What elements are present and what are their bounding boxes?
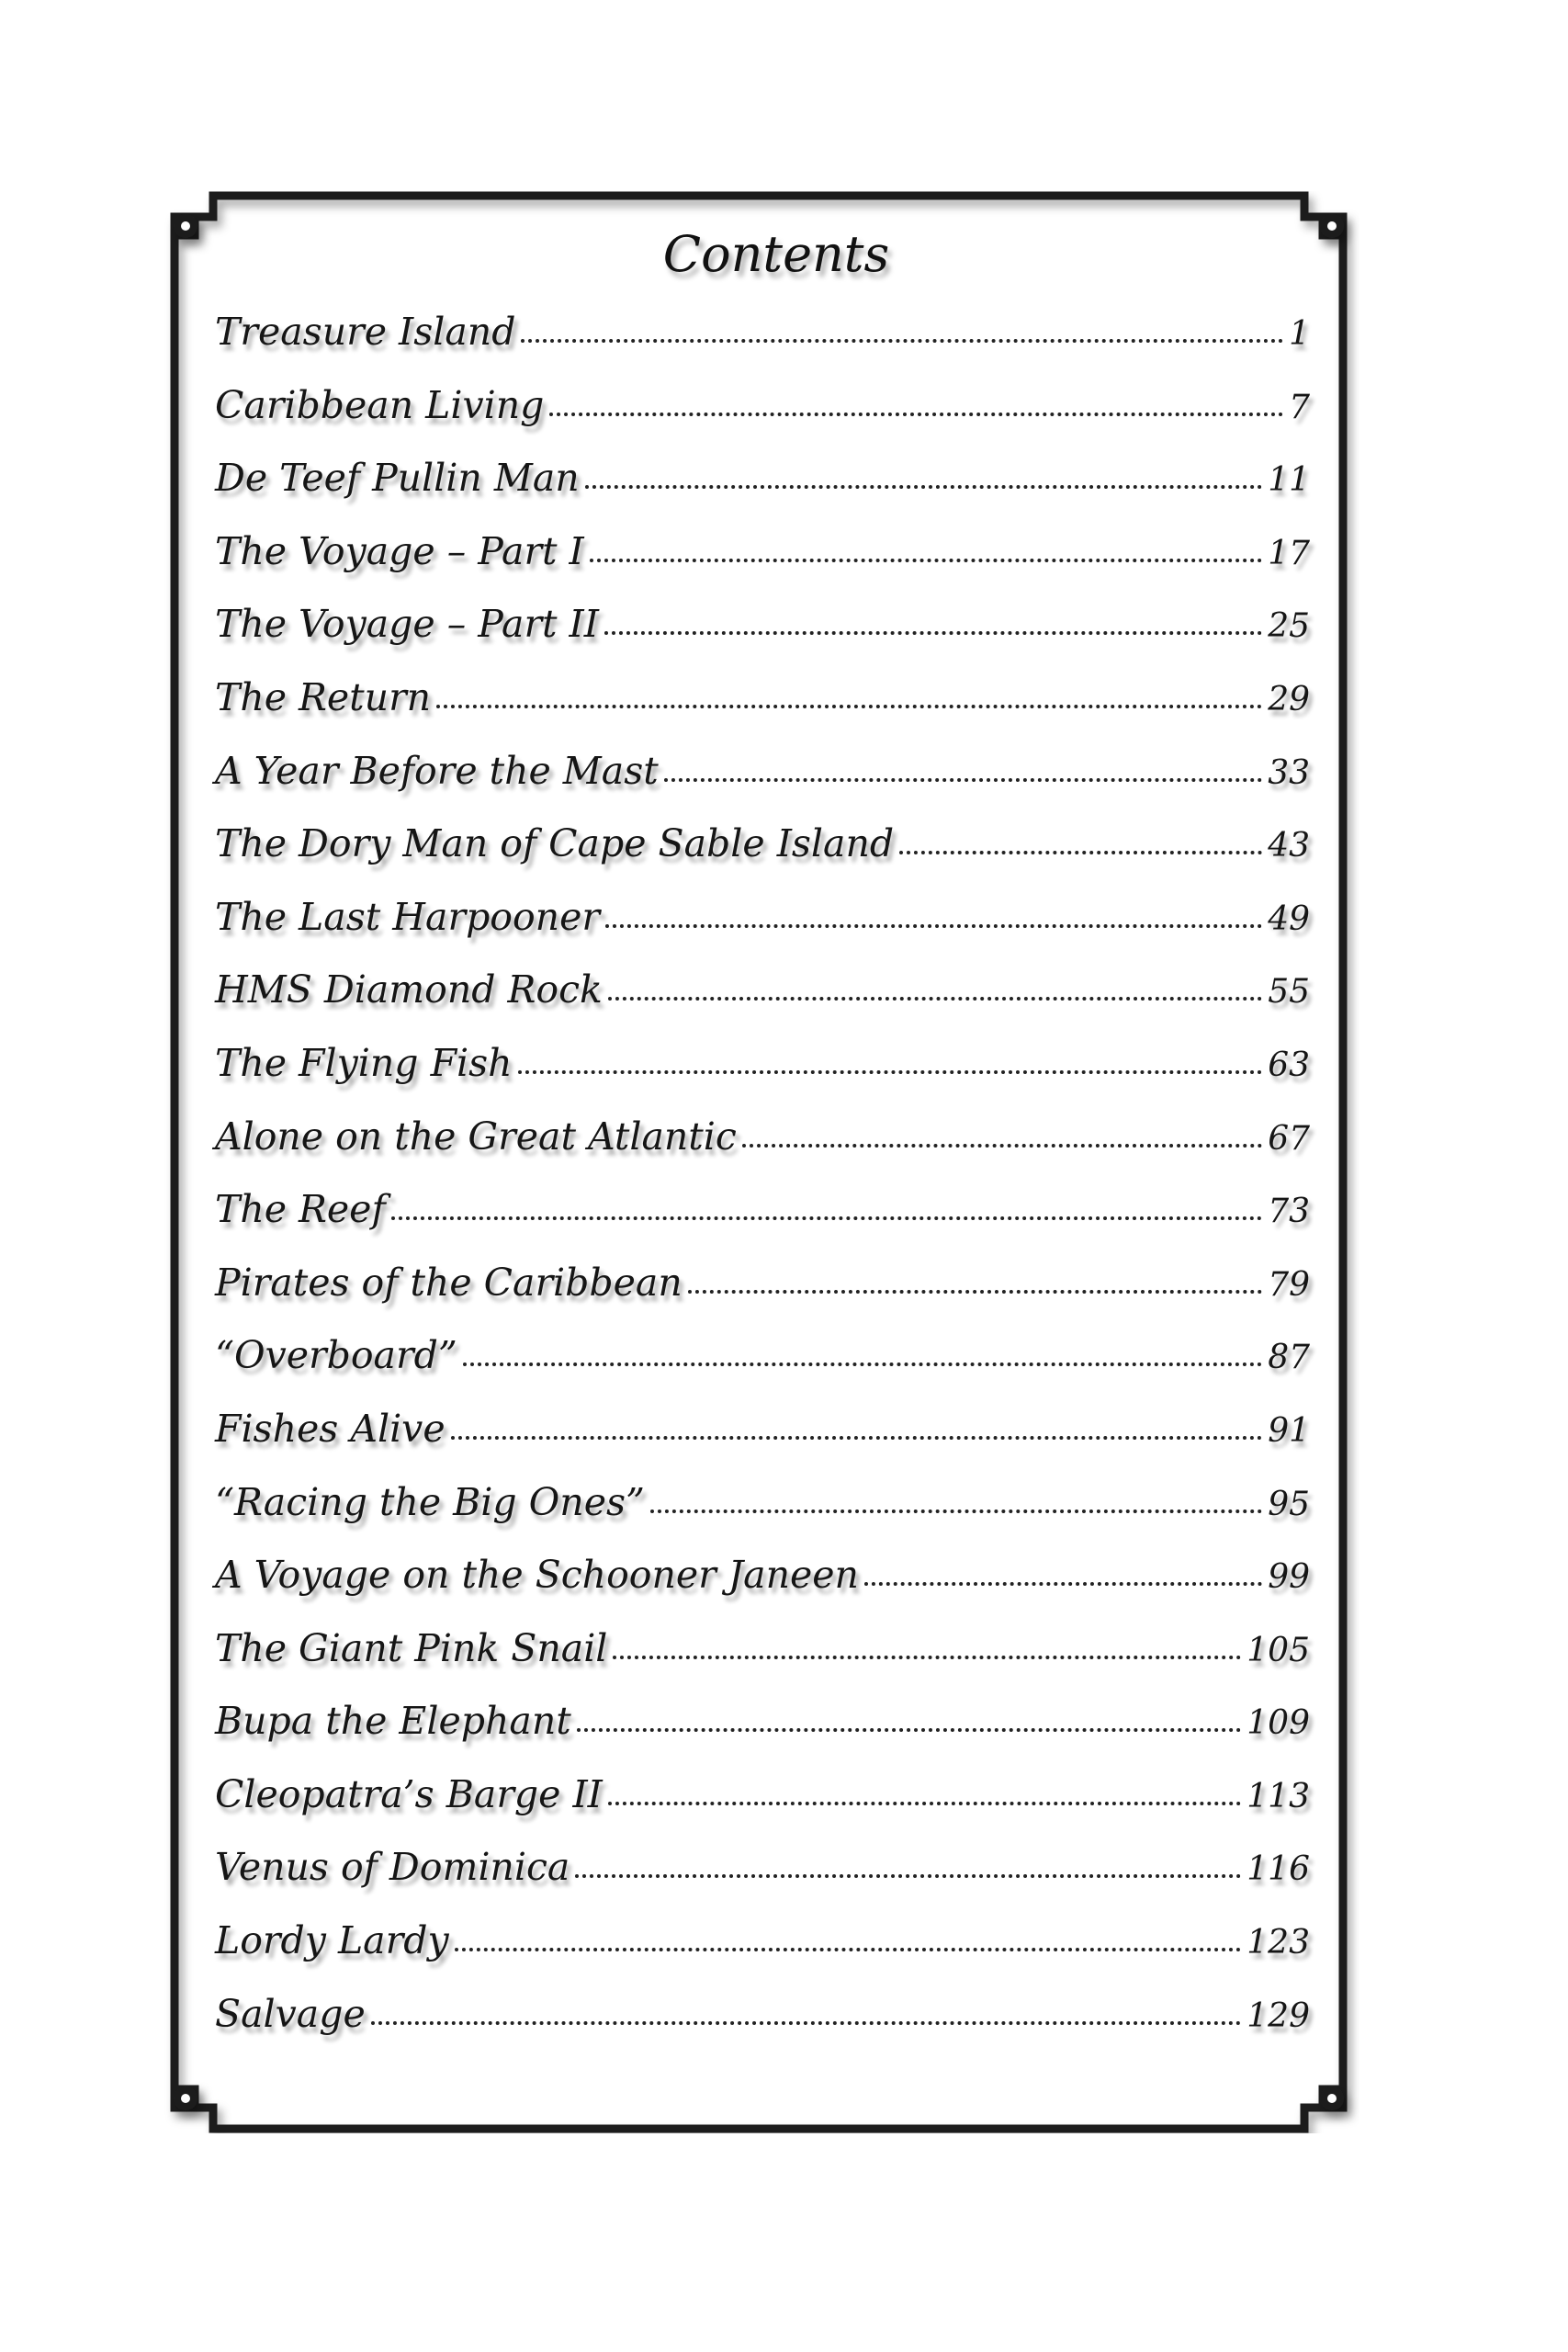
- toc-entry[interactable]: [215, 1101, 1310, 1174]
- dot-leader: [575, 1874, 1241, 1878]
- toc-entry[interactable]: [215, 588, 1310, 662]
- toc-entry-title: A Voyage on the Schooner Janeen: [215, 1553, 859, 1598]
- dot-leader: [518, 1070, 1263, 1074]
- toc-entry-page-number: 29: [1268, 680, 1310, 718]
- toc-entry[interactable]: [215, 881, 1310, 955]
- toc-entry-title: Treasure Island: [215, 310, 516, 354]
- dot-leader: [688, 1290, 1262, 1294]
- toc-entry-page-number: 113: [1247, 1777, 1310, 1815]
- toc-entry-page-number: 11: [1268, 461, 1310, 500]
- dot-leader: [899, 851, 1262, 854]
- dot-leader: [391, 1216, 1263, 1220]
- toc-entry-page-number: 25: [1268, 607, 1310, 646]
- dot-leader: [521, 339, 1283, 343]
- toc-entry-title: “Overboard”: [215, 1333, 457, 1378]
- toc-entry-page-number: 87: [1268, 1339, 1310, 1377]
- dot-leader: [590, 559, 1262, 562]
- toc-entry-page-number: 1: [1289, 315, 1310, 353]
- toc-entry-page-number: 67: [1268, 1119, 1310, 1158]
- contents-frame: [158, 191, 1359, 2133]
- toc-entry-page-number: 63: [1268, 1046, 1310, 1084]
- toc-entry[interactable]: [215, 1612, 1310, 1686]
- toc-entry-title: The Return: [215, 674, 432, 719]
- toc-entry-page-number: 123: [1247, 1924, 1310, 1962]
- toc-entry-page-number: 95: [1268, 1485, 1310, 1523]
- toc-entry-page-number: 43: [1268, 827, 1310, 865]
- toc-entry-page-number: 73: [1268, 1193, 1310, 1231]
- dot-leader: [608, 997, 1262, 1001]
- toc-entry-title: Lordy Lardy: [215, 1918, 449, 1963]
- toc-entry-page-number: 33: [1268, 753, 1310, 792]
- toc-entry-title: Fishes Alive: [215, 1406, 446, 1451]
- toc-entry-title: The Giant Pink Snail: [215, 1625, 608, 1670]
- toc-entry[interactable]: [215, 1758, 1310, 1832]
- toc-entry[interactable]: [215, 808, 1310, 881]
- toc-entry-title: The Reef: [215, 1187, 386, 1232]
- toc-entry[interactable]: [215, 1978, 1310, 2052]
- toc-entry-title: HMS Diamond Rock: [215, 967, 603, 1012]
- toc-entry[interactable]: [215, 296, 1310, 369]
- toc-entry[interactable]: [215, 1466, 1310, 1540]
- dot-leader: [455, 1948, 1242, 1951]
- toc-entry-page-number: 105: [1247, 1631, 1310, 1669]
- toc-entry-page-number: 55: [1268, 973, 1310, 1012]
- dot-leader: [742, 1144, 1262, 1148]
- dot-leader: [577, 1728, 1242, 1732]
- toc-entry-title: A Year Before the Mast: [215, 748, 659, 793]
- toc-entry[interactable]: [215, 662, 1310, 735]
- toc-entry-title: The Voyage – Part II: [215, 602, 599, 647]
- toc-entry[interactable]: [215, 442, 1310, 515]
- toc-entry-title: The Last Harpooner: [215, 894, 600, 939]
- toc-entry[interactable]: [215, 515, 1310, 589]
- toc-entry-title: The Flying Fish: [215, 1040, 513, 1085]
- dot-leader: [585, 485, 1263, 489]
- dot-leader: [605, 924, 1262, 928]
- dot-leader: [608, 1802, 1241, 1805]
- toc-entry-title: Venus of Dominica: [215, 1845, 570, 1890]
- dot-leader: [451, 1436, 1263, 1440]
- toc-entry[interactable]: [215, 1319, 1310, 1393]
- toc-entry[interactable]: [215, 1027, 1310, 1101]
- toc-entry[interactable]: [215, 369, 1310, 443]
- dot-leader: [604, 631, 1262, 635]
- toc-entry-title: Bupa the Elephant: [215, 1699, 571, 1744]
- toc-entry-title: Alone on the Great Atlantic: [215, 1114, 737, 1159]
- toc-entry-title: De Teef Pullin Man: [215, 456, 580, 501]
- toc-entry-page-number: 17: [1268, 534, 1310, 572]
- toc-entry-title: The Dory Man of Cape Sable Island: [215, 821, 895, 866]
- toc-entry-page-number: 116: [1247, 1850, 1310, 1889]
- toc-entry-title: Caribbean Living: [215, 382, 545, 427]
- toc-entry[interactable]: [215, 954, 1310, 1027]
- table-of-contents: [215, 213, 1310, 2051]
- toc-entry-page-number: 79: [1268, 1265, 1310, 1304]
- toc-entry-title: Salvage: [215, 1991, 366, 2036]
- toc-entry[interactable]: [215, 1393, 1310, 1466]
- toc-entry-page-number: 91: [1268, 1411, 1310, 1450]
- toc-entry-page-number: 7: [1289, 388, 1310, 426]
- dot-leader: [650, 1510, 1262, 1513]
- toc-entry[interactable]: [215, 1173, 1310, 1247]
- dot-leader: [371, 2021, 1242, 2025]
- toc-list: [215, 296, 1310, 2051]
- toc-entry-page-number: 99: [1268, 1558, 1310, 1597]
- toc-entry[interactable]: [215, 1539, 1310, 1612]
- toc-entry-page-number: 49: [1268, 899, 1310, 938]
- toc-entry[interactable]: [215, 1247, 1310, 1320]
- dot-leader: [664, 778, 1262, 782]
- toc-entry[interactable]: [215, 1685, 1310, 1758]
- dot-leader: [436, 705, 1262, 708]
- toc-entry[interactable]: [215, 1905, 1310, 1978]
- toc-entry[interactable]: [215, 735, 1310, 808]
- dot-leader: [613, 1656, 1241, 1659]
- dot-leader: [864, 1582, 1262, 1586]
- toc-entry-title: The Voyage – Part I: [215, 528, 584, 573]
- toc-entry-title: “Racing the Big Ones”: [215, 1479, 645, 1524]
- toc-entry-title: Pirates of the Caribbean: [215, 1260, 682, 1305]
- dot-leader: [549, 413, 1283, 416]
- dot-leader: [463, 1363, 1262, 1366]
- toc-entry-page-number: 109: [1247, 1704, 1310, 1743]
- toc-entry-page-number: 129: [1247, 1996, 1310, 2035]
- toc-entry[interactable]: [215, 1831, 1310, 1905]
- page-title: Contents: [662, 225, 890, 283]
- toc-entry-title: Cleopatra’s Barge II: [215, 1771, 603, 1816]
